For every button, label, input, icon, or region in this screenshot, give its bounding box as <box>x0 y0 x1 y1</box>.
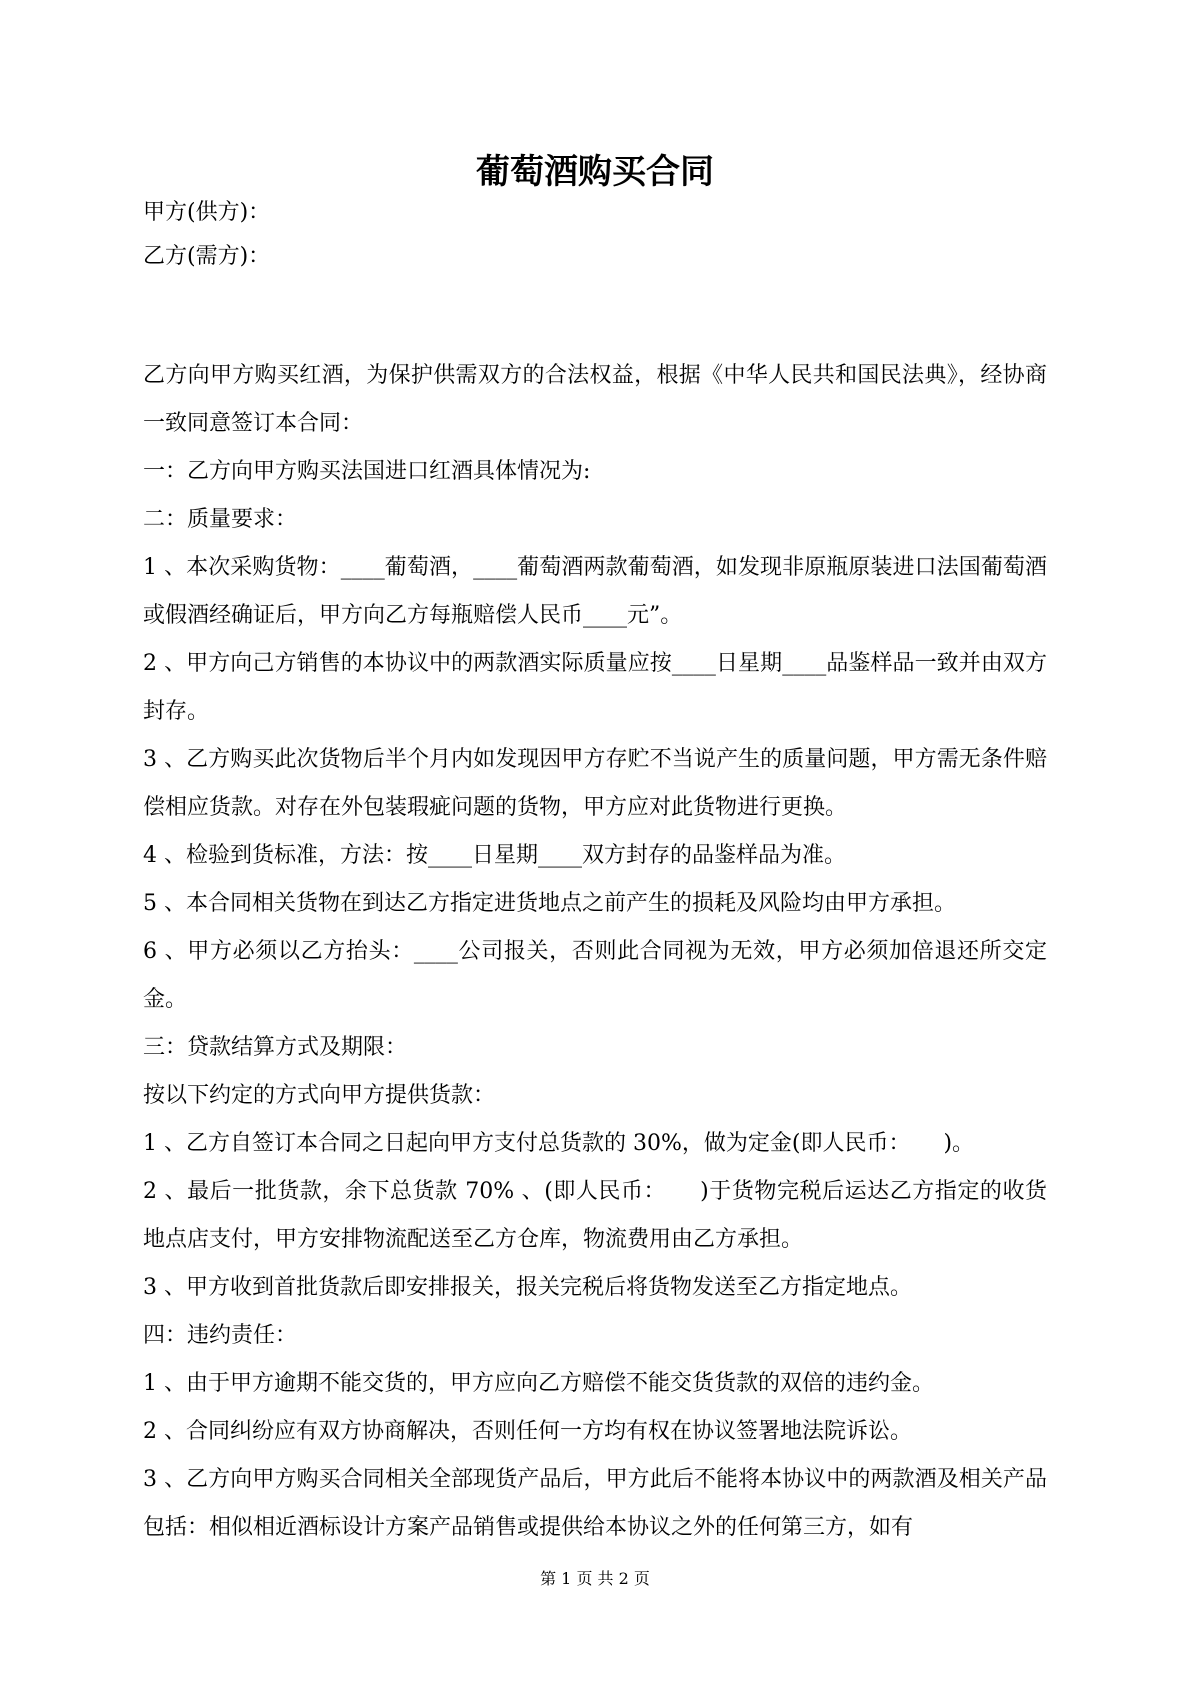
clause-2-2: 2 、甲方向己方销售的本协议中的两款酒实际质量应按____日星期____品鉴样品一致并由双方封存。 <box>143 651 1047 724</box>
section-heading-2: 二：质量要求： <box>143 507 298 532</box>
section-heading-1: 一：乙方向甲方购买法国进口红酒具体情况为: <box>143 459 591 484</box>
clause-2-4: 4 、检验到货标准，方法：按____日星期____双方封存的品鉴样品为准。 <box>143 843 846 868</box>
paragraph-payment-intro: 按以下约定的方式向甲方提供货款： <box>143 1083 496 1108</box>
party-a-label: 甲方(供方)： <box>143 200 271 225</box>
clause-3-1: 1 、乙方自签订本合同之日起向甲方支付总货款的 30%，做为定金(即人民币： )。 <box>143 1131 975 1156</box>
page-footer: 第 1 页 共 2 页 <box>540 1569 650 1588</box>
section-heading-4: 四：违约责任： <box>143 1323 298 1348</box>
clause-2-1: 1 、本次采购货物：____葡萄酒，____葡萄酒两款葡萄酒，如发现非原瓶原装进口法国葡萄酒或假酒经确证后，甲方向乙方每瓶赔偿人民币____元”。 <box>143 555 1047 628</box>
document-title: 葡萄酒购买合同 <box>476 152 714 192</box>
clause-3-2: 2 、最后一批货款，余下总货款 70% 、(即人民币： )于货物完税后运达乙方指定的收货地点店支付，甲方安排物流配送至乙方仓库，物流费用由乙方承担。 <box>143 1179 1047 1252</box>
clause-2-3: 3 、乙方购买此次货物后半个月内如发现因甲方存贮不当说产生的质量问题，甲方需无条件赔偿相应货款。对存在外包装瑕疵问题的货物，甲方应对此货物进行更换。 <box>143 747 1047 820</box>
paragraph-intro: 乙方向甲方购买红酒，为保护供需双方的合法权益，根据《中华人民共和国民法典》，经协商一致同意签订本合同： <box>143 363 1047 436</box>
clause-4-3: 3 、乙方向甲方购买合同相关全部现货产品后，甲方此后不能将本协议中的两款酒及相关产品包括：相似相近酒标设计方案产品销售或提供给本协议之外的任何第三方，如有 <box>143 1467 1047 1540</box>
contract-body <box>143 352 1047 1552</box>
clause-2-6: 6 、甲方必须以乙方抬头：____公司报关，否则此合同视为无效，甲方必须加倍退还所交定金。 <box>143 939 1047 1012</box>
clause-2-5: 5 、本合同相关货物在到达乙方指定进货地点之前产生的损耗及风险均由甲方承担。 <box>143 891 956 916</box>
clause-4-1: 1 、由于甲方逾期不能交货的，甲方应向乙方赔偿不能交货货款的双倍的违约金。 <box>143 1371 934 1396</box>
clause-4-2: 2 、合同纠纷应有双方协商解决，否则任何一方均有权在协议签署地法院诉讼。 <box>143 1419 912 1444</box>
clause-3-3: 3 、甲方收到首批货款后即安排报关，报关完税后将货物发送至乙方指定地点。 <box>143 1275 912 1300</box>
party-b-label: 乙方(需方)： <box>143 244 271 269</box>
section-heading-3: 三：贷款结算方式及期限： <box>143 1035 408 1060</box>
